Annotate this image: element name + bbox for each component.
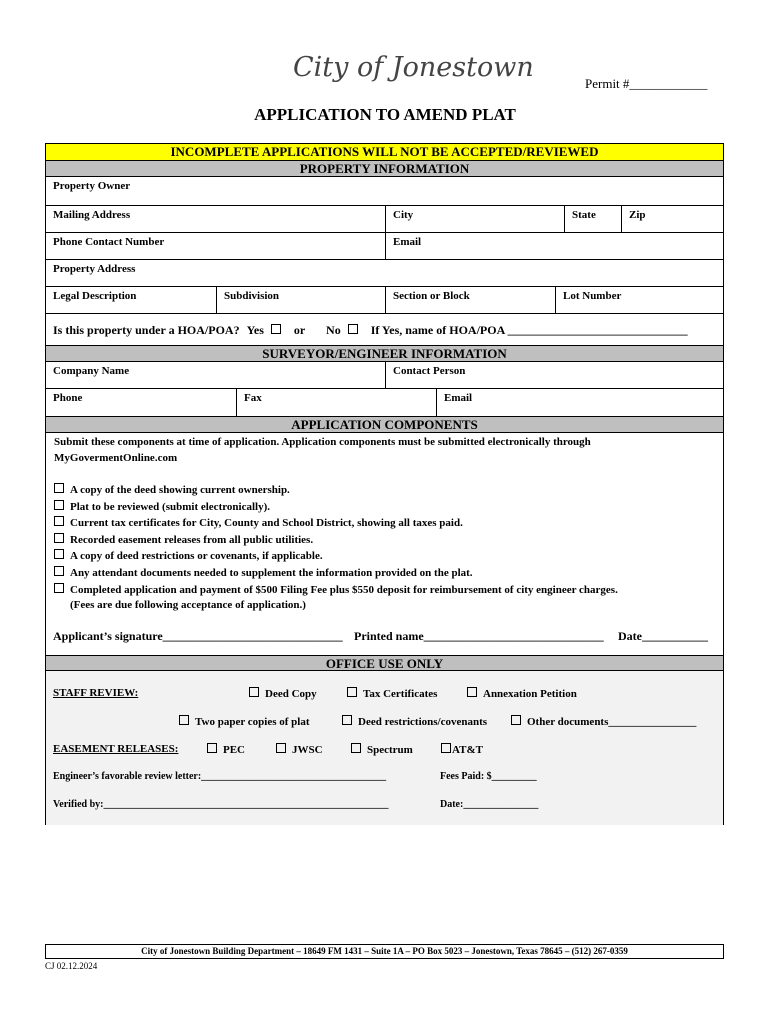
- permit-number-field[interactable]: Permit #____________: [585, 76, 708, 91]
- component-item: A copy of deed restrictions or covenants, if applicable.: [54, 549, 323, 562]
- footer-address: City of Jonestown Building Department – 18649 FM 1431 – Suite 1A – PO Box 5023 – Jonestown, Texas 78645 – (512) 267-0359: [45, 944, 724, 959]
- surveyor-phone-field[interactable]: Phone: [53, 392, 83, 404]
- property-address-row: [46, 260, 723, 287]
- two-paper-copies-option: Two paper copies of plat: [179, 715, 310, 728]
- incomplete-notice: INCOMPLETE APPLICATIONS WILL NOT BE ACCEPTED/REVIEWED: [46, 144, 723, 161]
- other-documents-option: Other documents________________: [511, 715, 696, 728]
- property-information-heading: PROPERTY INFORMATION: [46, 161, 723, 177]
- deed-copy-checkbox[interactable]: [249, 687, 259, 697]
- component-checkbox[interactable]: [54, 533, 64, 543]
- office-use-heading: OFFICE USE ONLY: [46, 655, 723, 671]
- pec-checkbox[interactable]: [207, 743, 217, 753]
- annexation-option: Annexation Petition: [467, 687, 577, 700]
- hoa-yes-label: Yes: [246, 323, 264, 337]
- pec-option: PEC: [207, 743, 245, 756]
- component-checkbox[interactable]: [54, 516, 64, 526]
- applicant-signature-field[interactable]: Applicant’s signature______________________________: [53, 629, 343, 643]
- easement-releases-label: EASEMENT RELEASES:: [53, 743, 179, 755]
- hoa-or-label: or: [293, 323, 306, 337]
- fees-note: (Fees are due following acceptance of application.): [70, 599, 306, 611]
- property-address-field[interactable]: Property Address: [53, 263, 136, 275]
- phone-email-row: [46, 233, 723, 260]
- office-date-field[interactable]: Date:_______________: [440, 799, 539, 810]
- component-item: A copy of the deed showing current ownership.: [54, 483, 290, 496]
- deed-restrictions-option: Deed restrictions/covenants: [342, 715, 487, 728]
- mailing-address-field[interactable]: Mailing Address: [53, 209, 131, 221]
- component-checkbox[interactable]: [54, 500, 64, 510]
- att-checkbox[interactable]: [441, 743, 451, 753]
- component-checkbox[interactable]: [54, 583, 64, 593]
- document-code: CJ 02.12.2024: [45, 961, 98, 971]
- jwsc-option: JWSC: [276, 743, 323, 756]
- surveyor-phone-row: [46, 389, 723, 417]
- component-checkbox[interactable]: [54, 483, 64, 493]
- section-block-field[interactable]: Section or Block: [385, 287, 555, 313]
- hoa-no-checkbox[interactable]: [348, 324, 358, 334]
- components-intro-line1: Submit these components at time of application. Application components must be submitted electronically through: [54, 436, 591, 448]
- subdivision-field[interactable]: Subdivision: [216, 287, 385, 313]
- annexation-checkbox[interactable]: [467, 687, 477, 697]
- deed-restrictions-checkbox[interactable]: [342, 715, 352, 725]
- property-owner-field[interactable]: Property Owner: [53, 180, 131, 192]
- two-paper-copies-checkbox[interactable]: [179, 715, 189, 725]
- component-checkbox[interactable]: [54, 566, 64, 576]
- surveyor-email-field[interactable]: Email: [436, 389, 725, 416]
- fees-paid-field[interactable]: Fees Paid: $_________: [440, 771, 537, 782]
- component-item: Plat to be reviewed (submit electronically).: [54, 500, 270, 513]
- lot-number-field[interactable]: Lot Number: [555, 287, 725, 313]
- property-owner-row: [46, 177, 723, 206]
- city-field[interactable]: City: [385, 206, 564, 232]
- hoa-no-label: No: [326, 323, 341, 337]
- hoa-yes-checkbox[interactable]: [271, 324, 281, 334]
- company-name-field[interactable]: Company Name: [53, 365, 130, 377]
- staff-review-label: STAFF REVIEW:: [53, 687, 139, 699]
- legal-description-row: [46, 287, 723, 314]
- application-form: [45, 143, 724, 825]
- legal-description-field[interactable]: Legal Description: [53, 290, 137, 302]
- engineer-letter-field[interactable]: Engineer’s favorable review letter:_____________________________________: [53, 771, 387, 782]
- state-field[interactable]: State: [564, 206, 621, 232]
- tax-certificates-option: Tax Certificates: [347, 687, 437, 700]
- deed-copy-option: Deed Copy: [249, 687, 317, 700]
- mailing-address-row: [46, 206, 723, 233]
- office-use-section: [46, 671, 723, 825]
- page-title: APPLICATION TO AMEND PLAT: [254, 105, 516, 124]
- city-logo: City of Jonestown: [293, 52, 534, 83]
- zip-field[interactable]: Zip: [621, 206, 725, 232]
- phone-contact-field[interactable]: Phone Contact Number: [53, 236, 165, 248]
- hoa-question: Is this property under a HOA/POA?: [53, 323, 240, 337]
- hoa-name-field[interactable]: If Yes, name of HOA/POA ______________________________: [370, 323, 688, 337]
- jwsc-checkbox[interactable]: [276, 743, 286, 753]
- component-item: Recorded easement releases from all public utilities.: [54, 533, 313, 546]
- date-field[interactable]: Date___________: [618, 629, 708, 643]
- component-item: Completed application and payment of $500 Filing Fee plus $550 deposit for reimbursement of city engineer charges.: [54, 583, 618, 596]
- email-field[interactable]: Email: [385, 233, 725, 259]
- components-intro-line2: MyGovermentOnline.com: [54, 452, 178, 464]
- surveyor-heading: SURVEYOR/ENGINEER INFORMATION: [46, 346, 723, 362]
- hoa-row: [46, 314, 723, 346]
- components-heading: APPLICATION COMPONENTS: [46, 417, 723, 433]
- verified-by-field[interactable]: Verified by:_________________________________________________________: [53, 799, 389, 810]
- contact-person-field[interactable]: Contact Person: [385, 362, 725, 388]
- spectrum-checkbox[interactable]: [351, 743, 361, 753]
- other-documents-checkbox[interactable]: [511, 715, 521, 725]
- printed-name-field[interactable]: Printed name______________________________: [354, 629, 604, 643]
- component-item: Any attendant documents needed to supplement the information provided on the plat.: [54, 566, 473, 579]
- component-checkbox[interactable]: [54, 549, 64, 559]
- spectrum-option: Spectrum: [351, 743, 413, 756]
- surveyor-fax-field[interactable]: Fax: [236, 389, 436, 416]
- component-item: Current tax certificates for City, County and School District, showing all taxes paid.: [54, 516, 463, 529]
- tax-certificates-checkbox[interactable]: [347, 687, 357, 697]
- company-row: [46, 362, 723, 389]
- att-option: AT&T: [441, 743, 483, 756]
